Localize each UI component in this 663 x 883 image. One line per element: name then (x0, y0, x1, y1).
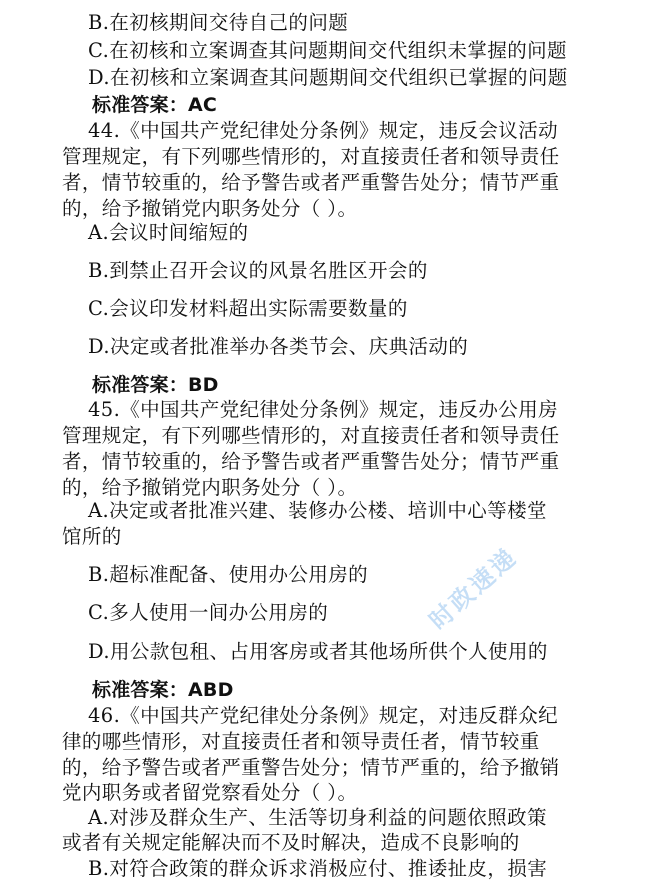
q46-stem-line-1: 46.《中国共产党纪律处分条例》规定，对违反群众纪 (88, 704, 559, 727)
q46-option-a-line-2: 或者有关规定能解决而不及时解决，造成不良影响的 (62, 831, 520, 854)
q44-answer: 标准答案：BD (92, 374, 219, 396)
q44-option-c: C.会议印发材料超出实际需要数量的 (88, 297, 408, 320)
q45-option-b: B.超标准配备、使用办公用房的 (88, 563, 369, 586)
q43-option-b: B.在初核期间交待自己的问题 (88, 11, 349, 34)
q44-stem-line-2: 管理规定，有下列哪些情形的，对直接责任者和领导责任 (62, 145, 560, 168)
q44-option-a: A.会议时间缩短的 (88, 221, 249, 244)
q44-stem-line-1: 44.《中国共产党纪律处分条例》规定，违反会议活动 (88, 119, 559, 142)
q45-option-a-line-1: A.决定或者批准兴建、装修办公楼、培训中心等楼堂 (88, 499, 547, 522)
q45-answer: 标准答案：ABD (92, 679, 234, 701)
q45-stem-line-1: 45.《中国共产党纪律处分条例》规定，违反办公用房 (88, 398, 559, 421)
q46-stem-line-4: 党内职务或者留党察看处分（ ）。 (62, 781, 358, 804)
q43-answer: 标准答案：AC (92, 94, 218, 116)
q45-stem-line-3: 者，情节较重的，给予警告或者严重警告处分；情节严重 (62, 450, 560, 473)
q46-stem-line-2: 律的哪些情形，对直接责任者和领导责任者，情节较重 (62, 730, 540, 753)
q45-option-c: C.多人使用一间办公用房的 (88, 601, 329, 624)
watermark: 时政速递 (424, 542, 524, 636)
q46-option-b-line-1: B.对符合政策的群众诉求消极应付、推诿扯皮，损害 (88, 857, 548, 880)
q45-stem-line-4: 的，给予撤销党内职务处分（ ）。 (62, 476, 358, 499)
q44-stem-line-3: 者，情节较重的，给予警告或者严重警告处分；情节严重 (62, 171, 560, 194)
q44-stem-line-4: 的，给予撤销党内职务处分（ ）。 (62, 197, 358, 220)
q44-option-d: D.决定或者批准举办各类节会、庆典活动的 (88, 335, 469, 358)
q45-option-a-line-2: 馆所的 (62, 525, 122, 548)
q45-option-d: D.用公款包租、占用客房或者其他场所供个人使用的 (88, 640, 548, 663)
q46-option-a-line-1: A.对涉及群众生产、生活等切身利益的问题依照政策 (88, 806, 547, 829)
q43-option-d: D.在初核和立案调查其问题期间交代组织已掌握的问题 (88, 66, 568, 89)
q45-stem-line-2: 管理规定，有下列哪些情形的，对直接责任者和领导责任 (62, 424, 560, 447)
q44-option-b: B.到禁止召开会议的风景名胜区开会的 (88, 259, 428, 282)
q43-option-c: C.在初核和立案调查其问题期间交代组织未掌握的问题 (88, 39, 567, 62)
q46-stem-line-3: 的，给予警告或者严重警告处分；情节严重的，给予撤销 (62, 756, 560, 779)
